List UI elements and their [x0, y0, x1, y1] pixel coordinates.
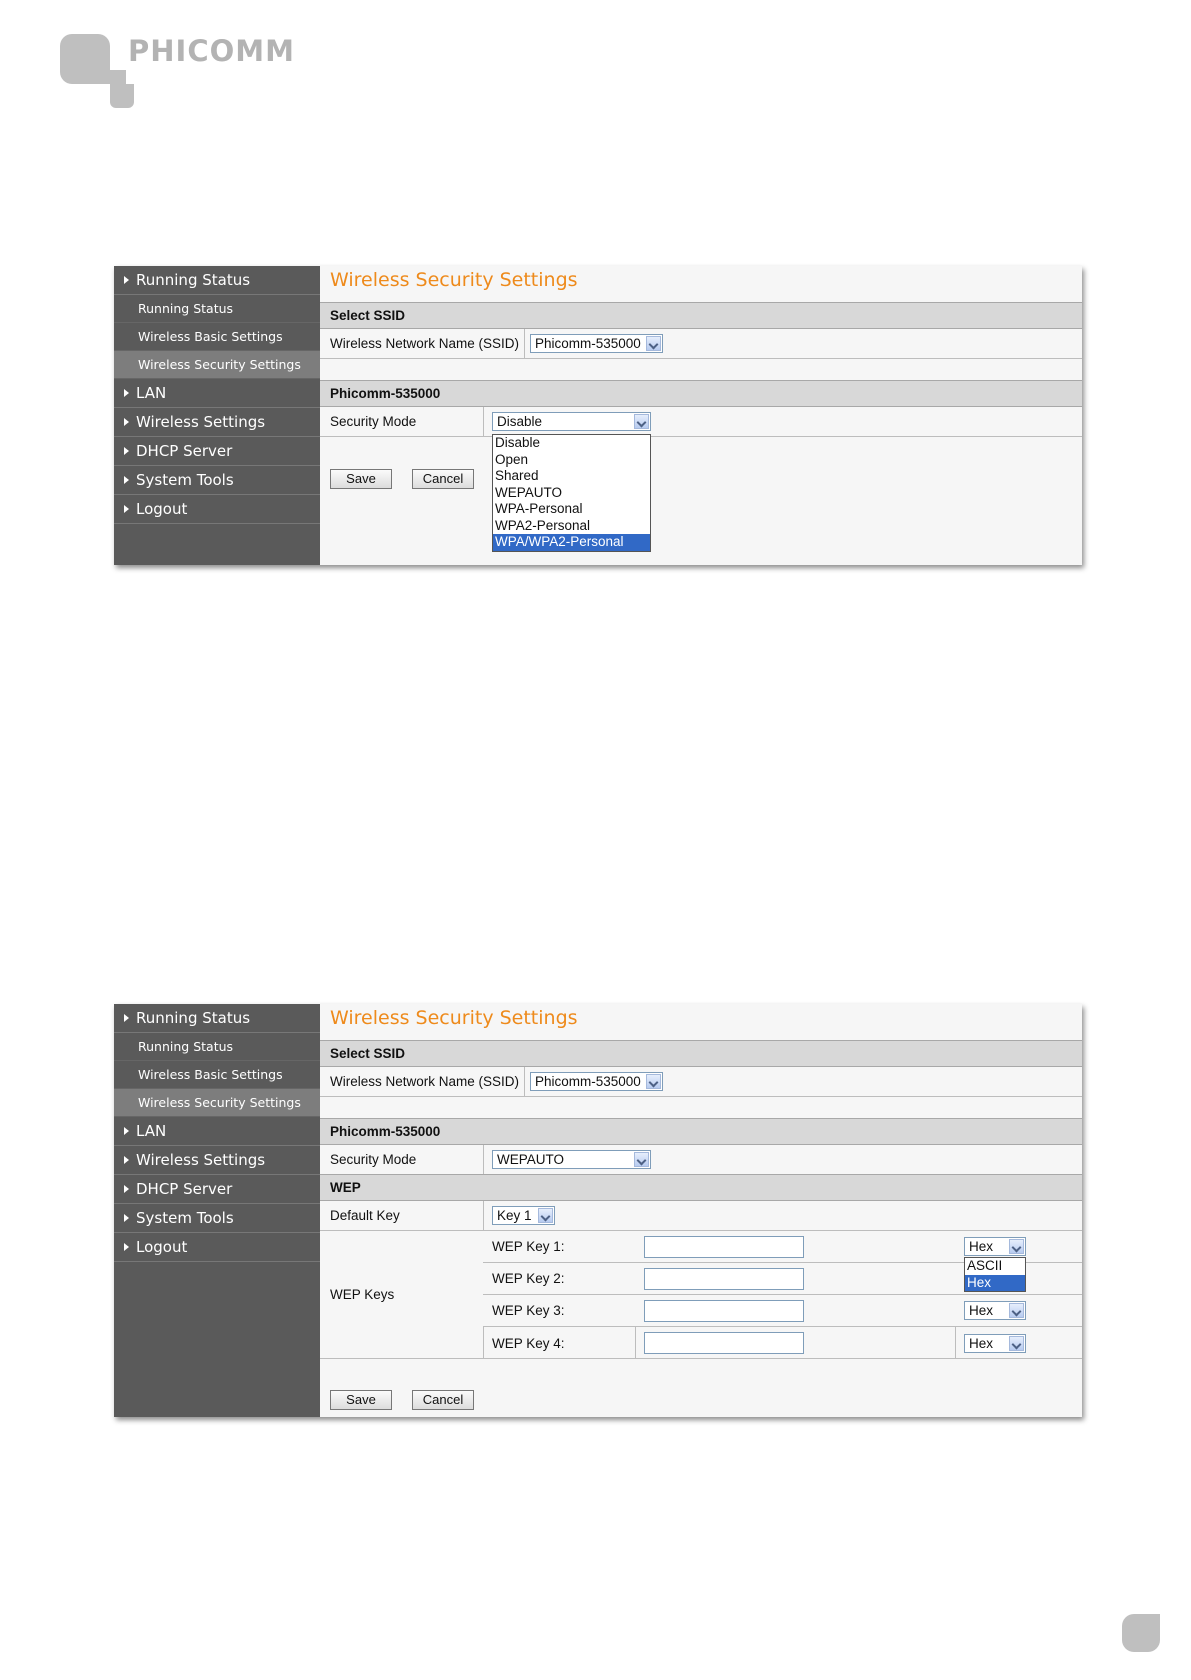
wep-key1-label: WEP Key 1:: [492, 1239, 565, 1254]
sidebar-item-dhcp-server[interactable]: [114, 1175, 320, 1204]
wep-key4-format-value: Hex: [969, 1335, 994, 1351]
sidebar-item-lan[interactable]: [114, 1117, 320, 1146]
default-key-select-value: Key 1: [497, 1208, 532, 1223]
security-mode-label: Security Mode: [330, 414, 417, 429]
arrow-right-icon: [124, 1214, 129, 1222]
wep-key4-format-cell: [964, 1327, 1026, 1359]
sidebar-subitem-wireless-security[interactable]: Wireless Security Settings: [114, 1089, 320, 1117]
chevron-down-icon[interactable]: [538, 1208, 553, 1223]
wep-key3-input-cell: [644, 1295, 804, 1326]
sidebar-subitem-running-status[interactable]: Running Status: [114, 1033, 320, 1061]
page-title: Wireless Security Settings: [330, 1007, 578, 1029]
sidebar-item-label: Logout: [136, 1238, 188, 1256]
save-button[interactable]: Save: [330, 469, 392, 489]
ssid-select[interactable]: [530, 1072, 663, 1091]
sidebar-item-lan[interactable]: [114, 379, 320, 408]
arrow-right-icon: [124, 1243, 129, 1251]
default-key-select-cell: [492, 1201, 555, 1230]
column-divider: [524, 329, 525, 358]
cancel-button[interactable]: Cancel: [412, 469, 474, 489]
ssid-label: Wireless Network Name (SSID): [330, 1074, 520, 1089]
sidebar-item-dhcp-server[interactable]: [114, 437, 320, 466]
chevron-down-icon[interactable]: [634, 1152, 649, 1167]
chevron-down-icon[interactable]: [1009, 1336, 1024, 1351]
security-mode-select[interactable]: [492, 412, 651, 431]
security-mode-row: [320, 1145, 1082, 1175]
wep-key4-input-cell: [644, 1327, 804, 1359]
wep-key3-input[interactable]: [644, 1300, 804, 1322]
security-mode-select-value: WEPAUTO: [497, 1152, 565, 1167]
ssid-select-cell: [530, 329, 663, 358]
arrow-right-icon: [124, 447, 129, 455]
sidebar-nav: [114, 1004, 320, 1417]
arrow-right-icon: [124, 1014, 129, 1022]
security-mode-row: [320, 407, 1082, 437]
sidebar-item-label: LAN: [136, 1122, 167, 1140]
chevron-down-icon[interactable]: [634, 414, 649, 429]
security-mode-option[interactable]: Shared: [495, 468, 539, 483]
ssid-row: [320, 329, 1082, 359]
sidebar-item-running-status[interactable]: [114, 266, 320, 295]
chevron-down-icon[interactable]: [1009, 1239, 1024, 1254]
sidebar-subitem-running-status[interactable]: Running Status: [114, 295, 320, 323]
key-format-option-highlighted[interactable]: Hex: [965, 1275, 1025, 1292]
security-mode-select-cell: [492, 1145, 651, 1174]
security-mode-options-list: [492, 434, 651, 552]
wep-keys-block: [320, 1231, 1082, 1359]
wep-key4-label: WEP Key 4:: [492, 1335, 565, 1351]
sidebar-item-label: Running Status: [136, 271, 251, 289]
default-key-select[interactable]: [492, 1206, 555, 1225]
arrow-right-icon: [124, 389, 129, 397]
wep-key4-row: [483, 1327, 1082, 1359]
page-title: Wireless Security Settings: [330, 269, 578, 291]
sidebar-item-wireless-settings[interactable]: [114, 1146, 320, 1175]
default-key-row: [320, 1201, 1082, 1231]
router-ui-screenshot-1: [114, 266, 1082, 565]
ssid-row: [320, 1067, 1082, 1097]
sidebar-item-label: Logout: [136, 500, 188, 518]
ssid-select-cell: [530, 1067, 663, 1096]
security-mode-option[interactable]: Disable: [495, 435, 541, 450]
sidebar-item-label: DHCP Server: [136, 1180, 233, 1198]
arrow-right-icon: [124, 276, 129, 284]
sidebar-item-label: System Tools: [136, 1209, 234, 1227]
sidebar-subitem-wireless-basic[interactable]: Wireless Basic Settings: [114, 323, 320, 351]
arrow-right-icon: [124, 1185, 129, 1193]
sidebar-item-running-status[interactable]: [114, 1004, 320, 1033]
security-mode-option[interactable]: Open: [495, 451, 529, 467]
key-format-option[interactable]: ASCII: [967, 1258, 1003, 1273]
main-content: [320, 266, 1082, 565]
arrow-right-icon: [124, 476, 129, 484]
security-mode-select[interactable]: [492, 1150, 651, 1169]
wep-key3-format-cell: [964, 1295, 1026, 1326]
page-corner-decoration: [1122, 1614, 1160, 1652]
arrow-right-icon: [124, 505, 129, 513]
wep-key1-input-cell: [644, 1231, 804, 1262]
logo-mark-small: [110, 84, 134, 108]
logo-wordmark: PHICOMM: [128, 34, 295, 68]
sidebar-item-system-tools[interactable]: [114, 1204, 320, 1233]
ssid-select[interactable]: [530, 334, 663, 353]
sidebar-item-label: Wireless Settings: [136, 413, 266, 431]
wep-key4-format-select[interactable]: [964, 1334, 1026, 1353]
phicomm-logo: [60, 34, 320, 114]
sidebar-item-label: DHCP Server: [136, 442, 233, 460]
sidebar-item-label: Wireless Settings: [136, 1151, 266, 1169]
section-header-select-ssid: Select SSID: [320, 302, 1082, 329]
wep-key1-format-select[interactable]: [964, 1237, 1026, 1256]
wep-key1-input[interactable]: [644, 1236, 804, 1258]
cancel-button[interactable]: Cancel: [412, 1390, 474, 1410]
security-mode-option[interactable]: WPA-Personal: [495, 501, 583, 516]
column-divider: [483, 1201, 484, 1230]
wep-key3-format-value: Hex: [969, 1303, 994, 1318]
sidebar-subitem-wireless-basic[interactable]: Wireless Basic Settings: [114, 1061, 320, 1089]
wep-key2-input-cell: [644, 1263, 804, 1294]
logo-mark-large: [60, 34, 110, 84]
main-content: [320, 1004, 1082, 1417]
security-mode-label: Security Mode: [330, 1152, 417, 1167]
sidebar-nav: [114, 266, 320, 565]
chevron-down-icon[interactable]: [646, 336, 661, 351]
chevron-down-icon[interactable]: [646, 1074, 661, 1089]
section-header-select-ssid: Select SSID: [320, 1040, 1082, 1067]
ssid-select-value: Phicomm-535000: [535, 336, 641, 351]
ssid-select-value: Phicomm-535000: [535, 1074, 641, 1089]
ssid-label: Wireless Network Name (SSID): [330, 336, 520, 351]
wep-key1-format-value: Hex: [969, 1239, 994, 1254]
arrow-right-icon: [124, 418, 129, 426]
sidebar-item-label: System Tools: [136, 471, 234, 489]
sidebar-item-logout[interactable]: [114, 1233, 320, 1262]
sidebar-item-label: Running Status: [136, 1009, 251, 1027]
sidebar-item-wireless-settings[interactable]: [114, 408, 320, 437]
arrow-right-icon: [124, 1156, 129, 1164]
key-format-options-list: [964, 1257, 1026, 1292]
chevron-down-icon[interactable]: [1009, 1303, 1024, 1318]
security-mode-option-highlighted[interactable]: WPA/WPA2-Personal: [493, 534, 650, 551]
sidebar-item-label: LAN: [136, 384, 167, 402]
wep-key3-label: WEP Key 3:: [492, 1303, 565, 1318]
wep-key3-format-select[interactable]: [964, 1301, 1026, 1320]
sidebar-subitem-wireless-security[interactable]: Wireless Security Settings: [114, 351, 320, 379]
column-divider: [483, 407, 484, 436]
wep-key2-input[interactable]: [644, 1268, 804, 1290]
wep-key2-label: WEP Key 2:: [492, 1271, 565, 1286]
save-button[interactable]: Save: [330, 1390, 392, 1410]
security-mode-select-cell: [492, 407, 651, 436]
default-key-label: Default Key: [330, 1208, 400, 1223]
column-divider: [524, 1067, 525, 1096]
security-mode-select-value: Disable: [497, 414, 543, 429]
column-divider: [483, 1145, 484, 1174]
section-header-wep: WEP: [320, 1174, 1082, 1201]
router-ui-screenshot-2: [114, 1004, 1082, 1417]
wep-keys-label: WEP Keys: [330, 1287, 395, 1302]
sidebar-item-system-tools[interactable]: [114, 466, 320, 495]
wep-key4-input[interactable]: [644, 1332, 804, 1354]
wep-key3-row: [483, 1295, 1082, 1327]
security-mode-option[interactable]: WPA2-Personal: [495, 517, 591, 533]
sidebar-item-logout[interactable]: [114, 495, 320, 524]
section-header-network: Phicomm-535000: [320, 380, 1082, 407]
section-header-network: Phicomm-535000: [320, 1118, 1082, 1145]
arrow-right-icon: [124, 1127, 129, 1135]
security-mode-option[interactable]: WEPAUTO: [495, 484, 563, 500]
